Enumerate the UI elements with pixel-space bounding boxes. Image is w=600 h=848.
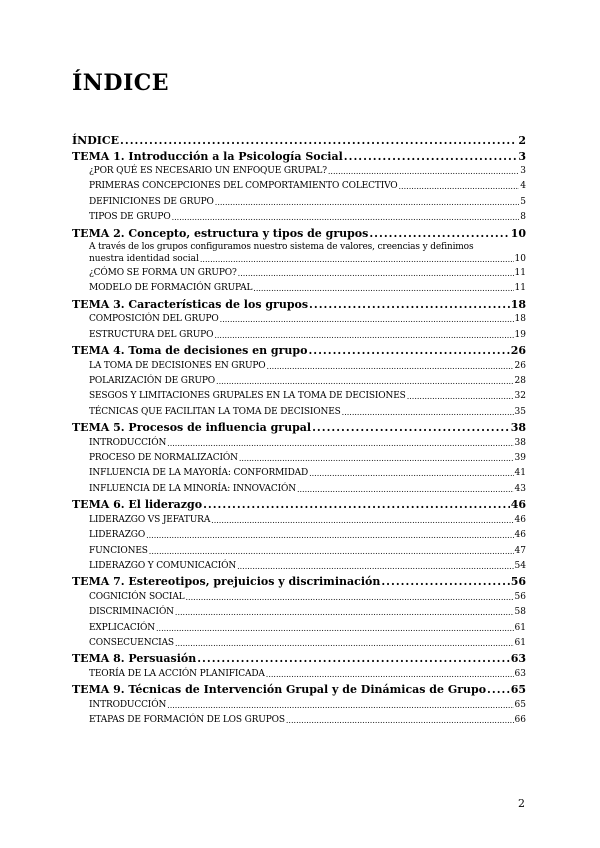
toc-entry-tema[interactable] xyxy=(72,497,526,513)
toc-entry-tema[interactable] xyxy=(72,682,526,698)
toc-entry-page: 63 xyxy=(510,652,526,666)
dot-leader xyxy=(407,389,514,404)
toc-subentry[interactable] xyxy=(72,436,526,451)
toc-subentry-page: 11 xyxy=(514,283,526,294)
dot-leader xyxy=(220,312,514,327)
toc-entry-page: 18 xyxy=(510,297,526,311)
toc-subentry-page: 26 xyxy=(514,360,526,371)
toc-subentry-page: 61 xyxy=(514,622,526,633)
toc-subentry[interactable] xyxy=(72,266,526,281)
toc-subentry-page: 46 xyxy=(514,514,526,525)
toc-subentry-label: LA TOMA DE DECISIONES EN GRUPO xyxy=(89,360,266,371)
toc-entry-label: TEMA 4. Toma de decisiones en grupo xyxy=(72,344,308,358)
toc-subentry-label: TEORÍA DE LA ACCIÓN PLANIFICADA xyxy=(89,668,265,679)
toc-entry-label: TEMA 9. Técnicas de Intervención Grupal y de Dinámicas de Grupo xyxy=(72,683,487,697)
toc-subentry[interactable] xyxy=(72,698,526,713)
toc-entry-tema[interactable] xyxy=(72,297,526,313)
toc-subentry-label: ETAPAS DE FORMACIÓN DE LOS GRUPOS xyxy=(89,715,285,726)
dot-leader xyxy=(214,328,513,343)
toc-entry-tema[interactable] xyxy=(72,574,526,590)
toc-subentry[interactable] xyxy=(72,636,526,651)
dot-leader xyxy=(267,359,514,374)
toc-entry-label: TEMA 8. Persuasión xyxy=(72,652,197,666)
toc-subentry-page: 54 xyxy=(514,560,526,571)
dot-leader xyxy=(197,651,509,667)
toc-subentry[interactable] xyxy=(72,405,526,420)
toc-subentry[interactable] xyxy=(72,513,526,528)
dot-leader xyxy=(286,713,514,728)
toc-entry-tema[interactable] xyxy=(72,226,526,242)
toc-subentry-label: INTRODUCCIÓN xyxy=(89,699,167,710)
toc-subentry-page: 5 xyxy=(520,196,526,207)
table-of-contents xyxy=(72,133,526,729)
dot-leader xyxy=(175,605,514,620)
toc-subentry-page: 46 xyxy=(514,530,526,541)
toc-entry-page: 65 xyxy=(510,683,526,697)
dot-leader xyxy=(487,682,510,698)
toc-entry-page: 38 xyxy=(510,421,526,435)
toc-subentry[interactable] xyxy=(72,281,526,296)
toc-subentry-label: CONSECUENCIAS xyxy=(89,637,174,648)
toc-subentry-page: 41 xyxy=(514,468,526,479)
toc-subentry-page: 10 xyxy=(514,254,526,265)
toc-subentry-wrapped-line[interactable]: A través de los grupos configuramos nuestro sistema de valores, creencias y definimos xyxy=(89,242,474,253)
dot-leader xyxy=(312,420,510,436)
toc-subentry[interactable] xyxy=(72,559,526,574)
dot-leader xyxy=(253,281,513,296)
dot-leader xyxy=(211,513,513,528)
dot-leader xyxy=(309,466,513,481)
toc-subentry[interactable] xyxy=(72,482,526,497)
toc-subentry-label: PRIMERAS CONCEPCIONES DEL COMPORTAMIENTO COLECTIVO xyxy=(89,181,398,192)
toc-subentry[interactable] xyxy=(72,590,526,605)
toc-subentry[interactable] xyxy=(72,328,526,343)
toc-entry-label: TEMA 2. Concepto, estructura y tipos de grupos xyxy=(72,226,369,240)
toc-subentry[interactable] xyxy=(72,374,526,389)
dot-leader xyxy=(399,179,520,194)
dot-leader xyxy=(237,559,513,574)
toc-subentry[interactable] xyxy=(72,210,526,225)
toc-subentry[interactable] xyxy=(72,667,526,682)
toc-subentry-page: 61 xyxy=(514,637,526,648)
toc-entry-label: TEMA 6. El liderazgo xyxy=(72,498,203,512)
dot-leader xyxy=(156,621,514,636)
toc-subentry-page: 43 xyxy=(514,483,526,494)
toc-subentry-label: DEFINICIONES DE GRUPO xyxy=(89,196,214,207)
toc-entry-label: TEMA 5. Procesos de influencia grupal xyxy=(72,421,312,435)
toc-entry-tema[interactable] xyxy=(72,149,526,165)
toc-subentry-label: FUNCIONES xyxy=(89,545,148,556)
toc-subentry[interactable] xyxy=(72,164,526,179)
toc-subentry-label: ¿POR QUÉ ES NECESARIO UN ENFOQUE GRUPAL? xyxy=(89,165,327,176)
dot-leader xyxy=(328,164,519,179)
toc-subentry-label: COGNICIÓN SOCIAL xyxy=(89,591,185,602)
dot-leader xyxy=(146,528,513,543)
toc-subentry[interactable] xyxy=(72,544,526,559)
toc-subentry[interactable] xyxy=(72,621,526,636)
toc-subentry-label: POLARIZACIÓN DE GRUPO xyxy=(89,376,216,386)
toc-subentry-label: nuestra identidad social xyxy=(89,254,199,265)
toc-entry-tema[interactable] xyxy=(72,420,526,436)
toc-body xyxy=(72,149,526,729)
dot-leader xyxy=(186,590,514,605)
toc-subentry-label: TÉCNICAS QUE FACILITAN LA TOMA DE DECISIONES xyxy=(89,406,341,417)
dot-leader xyxy=(167,698,513,713)
toc-subentry[interactable] xyxy=(72,713,526,728)
toc-subentry-page: 66 xyxy=(514,715,526,726)
dot-leader xyxy=(309,297,510,313)
toc-subentry[interactable] xyxy=(72,195,526,210)
toc-subentry-page: 35 xyxy=(514,406,526,417)
toc-subentry-label: MODELO DE FORMACIÓN GRUPAL xyxy=(89,283,253,294)
dot-leader xyxy=(342,405,514,420)
dot-leader xyxy=(239,451,514,466)
toc-subentry[interactable] xyxy=(72,179,526,194)
toc-subentry-page: 8 xyxy=(520,212,526,223)
toc-subentry-page: 63 xyxy=(514,668,526,679)
toc-subentry-label: PROCESO DE NORMALIZACIÓN xyxy=(89,453,238,464)
toc-subentry-label: TIPOS DE GRUPO xyxy=(89,212,171,223)
toc-subentry-page: 47 xyxy=(514,545,526,556)
toc-subentry[interactable] xyxy=(72,359,526,374)
page-number: 2 xyxy=(518,797,525,810)
dot-leader xyxy=(297,482,514,497)
toc-entry-label: TEMA 1. Introducción a la Psicología Social xyxy=(72,149,343,163)
toc-entry-page: 56 xyxy=(510,575,526,589)
toc-entry-label: TEMA 3. Características de los grupos xyxy=(72,297,309,311)
dot-leader xyxy=(149,544,514,559)
toc-subentry[interactable] xyxy=(72,312,526,327)
dot-leader xyxy=(215,195,519,210)
toc-subentry[interactable] xyxy=(72,528,526,543)
dot-leader xyxy=(120,133,517,149)
dot-leader xyxy=(216,374,514,389)
toc-subentry-page: 4 xyxy=(520,181,526,192)
toc-subentry-page: 32 xyxy=(514,391,526,402)
toc-subentry-label: EXPLICACIÓN xyxy=(89,622,155,633)
toc-subentry-label: COMPOSICIÓN DEL GRUPO xyxy=(89,314,219,325)
toc-entry-tema[interactable] xyxy=(72,651,526,667)
toc-subentry-page: 58 xyxy=(514,607,526,618)
toc-subentry[interactable] xyxy=(72,605,526,620)
toc-subentry-page: 18 xyxy=(514,314,526,325)
toc-subentry-label: LIDERAZGO VS JEFATURA xyxy=(89,514,211,525)
toc-subentry-wrapped[interactable] xyxy=(72,253,526,266)
toc-entry-page: 10 xyxy=(510,226,526,240)
toc-subentry-page: 11 xyxy=(514,268,526,279)
toc-subentry-page: 19 xyxy=(514,329,526,340)
toc-subentry-page: 38 xyxy=(514,437,526,448)
toc-subentry[interactable] xyxy=(72,389,526,404)
dot-leader xyxy=(266,667,514,682)
toc-subentry-page: 39 xyxy=(514,453,526,464)
toc-entry-label: TEMA 7. Estereotipos, prejuicios y discriminación xyxy=(72,575,381,589)
dot-leader xyxy=(381,574,509,590)
toc-subentry[interactable] xyxy=(72,451,526,466)
toc-subentry-label: ESTRUCTURA DEL GRUPO xyxy=(89,329,214,340)
toc-entry-label: ÍNDICE xyxy=(72,134,120,147)
toc-subentry-label: INTRODUCCIÓN xyxy=(89,437,167,448)
toc-subentry-label: INFLUENCIA DE LA MINORÍA: INNOVACIÓN xyxy=(89,483,296,494)
dot-leader xyxy=(200,253,514,266)
toc-subentry-page: 56 xyxy=(514,591,526,602)
page-title: ÍNDICE xyxy=(72,70,170,96)
toc-subentry-label: INFLUENCIA DE LA MAYORÍA: CONFORMIDAD xyxy=(89,468,309,479)
dot-leader xyxy=(344,149,518,165)
toc-entry-page: 3 xyxy=(518,149,526,163)
dot-leader xyxy=(238,266,514,281)
toc-subentry-page: 28 xyxy=(514,376,526,386)
toc-subentry-page: 65 xyxy=(514,699,526,710)
toc-subentry-label: DISCRIMINACIÓN xyxy=(89,607,174,618)
toc-subentry-label: LIDERAZGO Y COMUNICACIÓN xyxy=(89,560,237,571)
toc-entry-page: 26 xyxy=(510,344,526,358)
toc-entry-tema[interactable] xyxy=(72,343,526,359)
dot-leader xyxy=(167,436,513,451)
dot-leader xyxy=(172,210,520,225)
toc-entry-page: 46 xyxy=(510,498,526,512)
toc-entry-page: 2 xyxy=(518,134,526,147)
toc-subentry-page: 3 xyxy=(520,165,526,176)
dot-leader xyxy=(203,497,510,513)
toc-entry-indice[interactable] xyxy=(72,133,526,149)
dot-leader xyxy=(308,343,509,359)
dot-leader xyxy=(369,226,509,242)
toc-subentry[interactable] xyxy=(72,466,526,481)
toc-subentry-label: LIDERAZGO xyxy=(89,530,146,541)
dot-leader xyxy=(175,636,514,651)
toc-subentry-label: SESGOS Y LIMITACIONES GRUPALES EN LA TOMA DE DECISIONES xyxy=(89,391,406,402)
toc-subentry-label: ¿CÓMO SE FORMA UN GRUPO? xyxy=(89,268,237,279)
